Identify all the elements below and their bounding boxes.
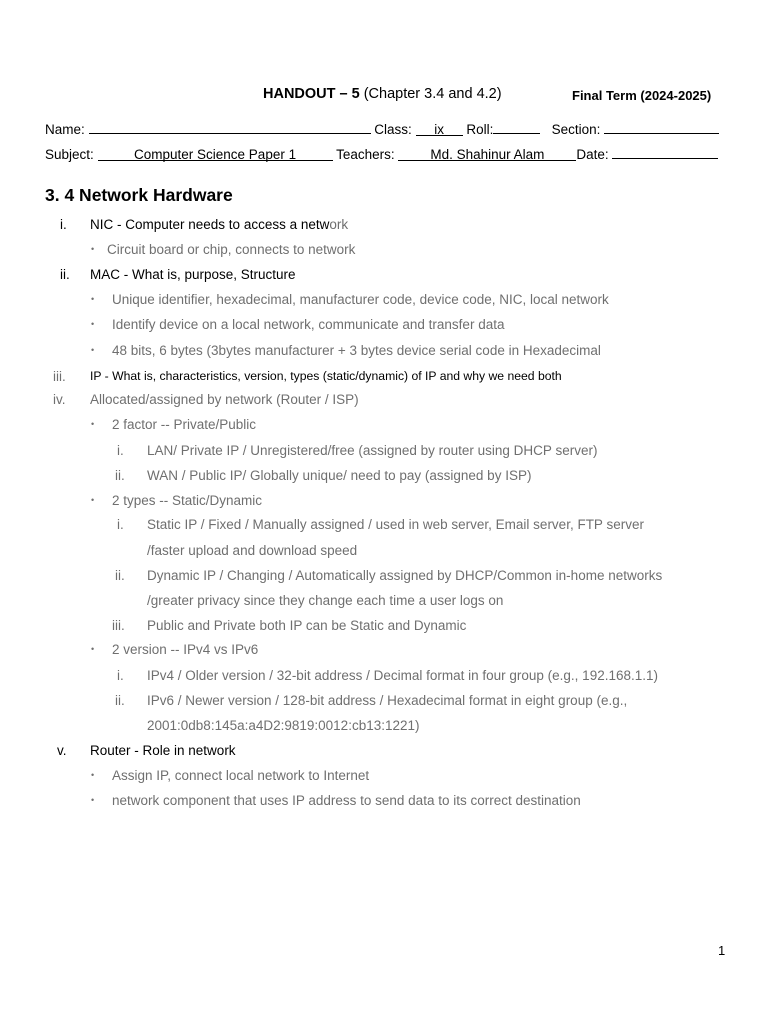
date-field[interactable] [612, 145, 718, 159]
item-iv-b3-ii-marker: ii. [115, 693, 125, 708]
item-ii-bullet-2: Identify device on a local network, communicate and transfer data [112, 317, 505, 332]
bullet-icon: • [91, 795, 95, 805]
class-field[interactable] [416, 122, 463, 136]
item-iv-b1-i-text: LAN/ Private IP / Unregistered/free (assigned by router using DHCP server) [147, 443, 598, 458]
roll-field[interactable] [493, 120, 540, 134]
item-iv-b2-i-marker: i. [117, 517, 124, 532]
roll-label: Roll: [466, 122, 494, 137]
item-iv-bullet-1: 2 factor -- Private/Public [112, 417, 257, 432]
item-v-bullet-1: Assign IP, connect local network to Internet [112, 768, 370, 783]
name-label: Name: [45, 122, 85, 137]
item-i-text [90, 217, 348, 232]
handout-chapter: (Chapter 3.4 and 4.2) [363, 86, 502, 102]
item-ii-bullet-1: Unique identifier, hexadecimal, manufacturer code, device code, NIC, local network [112, 292, 609, 307]
item-iii-marker: iii. [53, 369, 66, 384]
item-iv-b2-i-line-1: Static IP / Fixed / Manually assigned / used in web server, Email server, FTP server [147, 517, 644, 532]
item-v-bullet-2: network component that uses IP address to send data to its correct destination [112, 793, 581, 808]
name-field[interactable] [89, 120, 371, 134]
handout-title [263, 86, 502, 102]
item-iv-b1-i-marker: i. [117, 443, 124, 458]
teachers-label: Teachers: [336, 147, 395, 162]
subject-field[interactable] [98, 147, 333, 161]
item-ii-text: MAC - What is, purpose, Structure [90, 267, 296, 282]
class-value: ix [434, 122, 444, 137]
bullet-icon: • [91, 294, 95, 304]
item-iv-b3-i-marker: i. [117, 668, 124, 683]
term-label: Final Term (2024-2025) [572, 88, 712, 103]
bullet-icon: • [91, 419, 95, 429]
item-iv-text: Allocated/assigned by network (Router / ISP) [90, 392, 359, 407]
section-field[interactable] [604, 120, 719, 134]
bullet-icon: • [91, 495, 95, 505]
item-iv-b3-ii-line-2: 2001:0db8:145a:a4D2:9819:0012:cb13:1221) [147, 718, 420, 733]
form-line-2 [45, 145, 718, 162]
teachers-value: Md. Shahinur Alam [430, 147, 545, 162]
subject-label: Subject: [45, 147, 94, 162]
item-iv-b2-i-line-2: /faster upload and download speed [147, 543, 358, 558]
item-i-marker: i. [60, 217, 67, 232]
class-label: Class: [374, 122, 412, 137]
date-label: Date: [576, 147, 609, 162]
bullet-icon: • [91, 244, 95, 254]
item-i-bullet-1: Circuit board or chip, connects to network [107, 242, 356, 257]
item-iv-b3-ii-line-1: IPv6 / Newer version / 128-bit address / Hexadecimal format in eight group (e.g., [147, 693, 628, 708]
subject-value: Computer Science Paper 1 [134, 147, 297, 162]
section-label: Section: [551, 122, 601, 137]
form-line-1 [45, 120, 719, 137]
item-ii-marker: ii. [60, 267, 70, 282]
item-iv-b2-ii-line-1: Dynamic IP / Changing / Automatically assigned by DHCP/Common in-home networks [147, 568, 663, 583]
handout-number: HANDOUT – 5 [263, 86, 360, 102]
item-v-text: Router - Role in network [90, 743, 236, 758]
item-iv-b2-ii-marker: ii. [115, 568, 125, 583]
item-i-text-light: ork [329, 217, 349, 232]
item-iv-bullet-2: 2 types -- Static/Dynamic [112, 493, 263, 508]
item-iv-b1-ii-marker: ii. [115, 468, 125, 483]
item-iv-bullet-3: 2 version -- IPv4 vs IPv6 [112, 642, 259, 657]
bullet-icon: • [91, 345, 95, 355]
section-title: 3. 4 Network Hardware [45, 185, 233, 205]
item-i-text-dark: NIC - Computer needs to access a netw [90, 217, 330, 232]
item-ii-bullet-3: 48 bits, 6 bytes (3bytes manufacturer + 3 bytes device serial code in Hexadecimal [112, 343, 601, 358]
bullet-icon: • [91, 770, 95, 780]
item-iv-b2-ii-line-2: /greater privacy since they change each time a user logs on [147, 593, 504, 608]
item-iv-b2-iii-text: Public and Private both IP can be Static and Dynamic [147, 618, 467, 633]
bullet-icon: • [91, 644, 95, 654]
item-iv-b1-ii-text: WAN / Public IP/ Globally unique/ need to pay (assigned by ISP) [147, 468, 532, 483]
item-iv-b3-i-text: IPv4 / Older version / 32-bit address / Decimal format in four group (e.g., 192.168.1.1) [147, 668, 658, 683]
item-iii-text: IP - What is, characteristics, version, types (static/dynamic) of IP and why we need both [90, 369, 562, 383]
teachers-field[interactable] [398, 147, 576, 161]
item-iv-marker: iv. [53, 392, 66, 407]
item-v-marker: v. [57, 743, 67, 758]
item-iv-b2-iii-marker: iii. [112, 618, 125, 633]
page-number: 1 [718, 943, 726, 958]
bullet-icon: • [91, 319, 95, 329]
